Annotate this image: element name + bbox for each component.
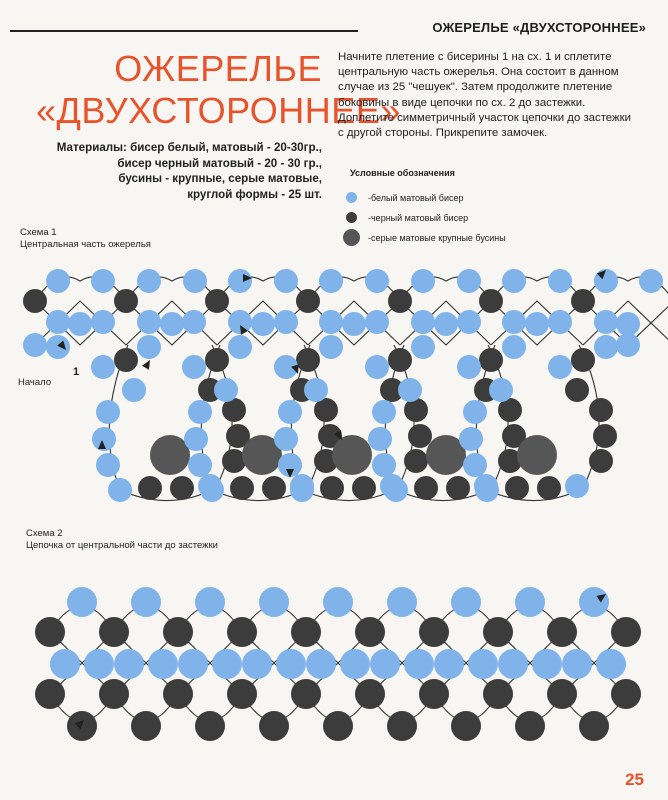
white-bead <box>182 310 206 334</box>
materials-line: Материалы: бисер белый, матовый - 20-30гр., <box>56 141 322 154</box>
arrow-icon <box>142 358 153 370</box>
white-bead <box>188 400 212 424</box>
black-bead <box>355 679 385 709</box>
black-bead <box>352 476 376 500</box>
black-bead <box>547 679 577 709</box>
white-bead <box>475 478 499 502</box>
black-bead <box>163 679 193 709</box>
black-bead <box>483 617 513 647</box>
white-bead <box>319 310 343 334</box>
black-bead <box>388 289 412 313</box>
big-gray-bead <box>517 435 557 475</box>
white-bead <box>411 335 435 359</box>
white-bead <box>214 378 238 402</box>
white-bead <box>434 649 464 679</box>
black-bead <box>611 617 641 647</box>
white-bead <box>368 427 392 451</box>
white-bead <box>457 355 481 379</box>
white-bead <box>579 587 609 617</box>
black-bead <box>205 348 229 372</box>
white-bead <box>91 355 115 379</box>
white-bead <box>200 478 224 502</box>
white-bead <box>228 335 252 359</box>
white-bead <box>131 587 161 617</box>
black-bead <box>565 378 589 402</box>
white-bead <box>84 649 114 679</box>
white-bead <box>411 310 435 334</box>
black-bead <box>163 617 193 647</box>
black-bead <box>593 424 617 448</box>
white-bead <box>502 310 526 334</box>
white-bead <box>411 269 435 293</box>
black-bead <box>537 476 561 500</box>
white-bead <box>195 587 225 617</box>
materials-text <box>20 140 322 202</box>
legend-item-white <box>346 190 606 210</box>
white-bead <box>46 335 70 359</box>
white-bead <box>370 649 400 679</box>
black-bead <box>114 289 138 313</box>
black-bead <box>99 679 129 709</box>
scheme2-label-block <box>26 528 218 552</box>
black-bead <box>579 711 609 741</box>
white-bead <box>184 427 208 451</box>
white-bead <box>404 649 434 679</box>
black-bead <box>35 679 65 709</box>
white-bead <box>384 478 408 502</box>
black-bead <box>170 476 194 500</box>
instructions-line: центральную часть ожерелья. Она состоит в данном <box>338 66 619 79</box>
instructions-text <box>338 50 638 141</box>
white-bead <box>306 649 336 679</box>
white-bead <box>459 427 483 451</box>
white-bead <box>228 269 252 293</box>
white-bead <box>46 269 70 293</box>
page-number: 25 <box>625 770 644 789</box>
black-bead <box>262 476 286 500</box>
white-bead <box>498 649 528 679</box>
black-bead <box>547 617 577 647</box>
black-bead <box>296 289 320 313</box>
black-bead <box>355 617 385 647</box>
instructions-line: Начните плетение с бисерины 1 на сх. 1 и сплетите <box>338 51 612 63</box>
black-bead <box>291 679 321 709</box>
instructions-line: с другой стороны. Прикрепите замочек. <box>338 127 548 140</box>
white-bead <box>137 335 161 359</box>
instructions-line: Доплетите симметричный участок цепочки до застежки <box>338 111 631 124</box>
white-bead <box>372 400 396 424</box>
white-bead <box>594 310 618 334</box>
white-bead <box>594 335 618 359</box>
bead-1-label: 1 <box>73 366 80 378</box>
white-bead <box>434 312 458 336</box>
start-label: Начало <box>18 377 52 388</box>
white-bead <box>398 378 422 402</box>
legend-item-label: -черный матовый бисер <box>368 213 469 223</box>
black-bead <box>23 289 47 313</box>
legend-item-label: -белый матовый бисер <box>368 193 464 203</box>
white-bead <box>50 649 80 679</box>
white-bead <box>548 355 572 379</box>
white-bead <box>114 649 144 679</box>
white-bead <box>68 312 92 336</box>
white-bead <box>372 453 396 477</box>
white-bead <box>188 453 212 477</box>
black-bead <box>114 348 138 372</box>
white-bead <box>212 649 242 679</box>
white-bead <box>451 587 481 617</box>
title-line-2: «ДВУХСТОРОННЕЕ» <box>36 90 401 131</box>
white-bead <box>639 269 663 293</box>
white-bead <box>502 335 526 359</box>
black-bead <box>505 476 529 500</box>
black-bead <box>404 449 428 473</box>
black-bead <box>131 711 161 741</box>
black-bead <box>296 348 320 372</box>
white-bead <box>525 312 549 336</box>
black-bead <box>195 711 225 741</box>
scheme1-diagram <box>0 250 668 510</box>
black-bead <box>387 711 417 741</box>
white-bead <box>274 269 298 293</box>
materials-line: бисер черный матовый - 20 - 30 гр., <box>117 156 322 170</box>
white-bead <box>91 269 115 293</box>
scheme1-caption: Центральная часть ожерелья <box>20 239 151 250</box>
white-bead <box>96 400 120 424</box>
white-bead <box>365 269 389 293</box>
scheme2-caption: Цепочка от центральной части до застежки <box>26 540 218 551</box>
white-bead <box>457 269 481 293</box>
black-bead <box>451 711 481 741</box>
white-bead <box>178 649 208 679</box>
white-bead <box>276 649 306 679</box>
white-bead <box>290 478 314 502</box>
white-bead <box>137 310 161 334</box>
white-bead <box>278 400 302 424</box>
white-bead <box>502 269 526 293</box>
black-bead <box>611 679 641 709</box>
white-bead <box>463 400 487 424</box>
black-bead <box>67 711 97 741</box>
black-bead <box>571 348 595 372</box>
white-bead <box>183 269 207 293</box>
white-bead <box>596 649 626 679</box>
white-bead <box>160 312 184 336</box>
black-bead <box>230 476 254 500</box>
black-bead <box>35 617 65 647</box>
materials-line: круглой формы - 25 шт. <box>187 187 322 201</box>
white-bead <box>616 312 640 336</box>
white-bead <box>548 310 572 334</box>
white-bead <box>340 649 370 679</box>
black-bead <box>323 711 353 741</box>
big-gray-bead <box>150 435 190 475</box>
instructions-line: боковины в виде цепочки по сх. 2 до застежки. <box>338 96 586 109</box>
running-head <box>0 18 668 38</box>
black-bead-swatch <box>346 212 357 223</box>
black-bead <box>419 617 449 647</box>
black-bead <box>515 711 545 741</box>
black-bead <box>291 617 321 647</box>
white-bead <box>365 355 389 379</box>
running-head-text: ОЖЕРЕЛЬЕ «ДВУХСТОРОННЕЕ» <box>432 20 646 35</box>
black-bead <box>138 476 162 500</box>
white-bead <box>532 649 562 679</box>
white-bead <box>594 269 618 293</box>
black-bead <box>320 476 344 500</box>
black-bead <box>205 289 229 313</box>
page-title <box>36 48 401 132</box>
white-bead-swatch <box>346 192 357 203</box>
white-bead <box>137 269 161 293</box>
legend-item-label: -серые матовые крупные бусины <box>368 233 506 243</box>
black-bead <box>99 617 129 647</box>
white-bead <box>463 453 487 477</box>
white-bead <box>67 587 97 617</box>
white-bead <box>323 587 353 617</box>
legend-item-black <box>346 210 606 230</box>
white-bead <box>274 310 298 334</box>
white-bead <box>259 587 289 617</box>
white-bead <box>515 587 545 617</box>
running-head-rule <box>10 30 358 32</box>
white-bead <box>565 474 589 498</box>
white-bead <box>562 649 592 679</box>
scheme1-label-block <box>20 227 151 251</box>
scheme2-diagram <box>0 560 668 780</box>
legend <box>346 168 606 250</box>
white-bead <box>242 649 272 679</box>
black-bead <box>408 424 432 448</box>
black-bead <box>259 711 289 741</box>
big-gray-bead <box>332 435 372 475</box>
white-bead <box>274 427 298 451</box>
white-bead <box>616 333 640 357</box>
scheme1-label: Схема 1 <box>20 227 57 238</box>
white-bead <box>319 335 343 359</box>
black-bead <box>571 289 595 313</box>
white-bead <box>148 649 178 679</box>
white-bead <box>96 453 120 477</box>
black-bead <box>589 398 613 422</box>
black-bead <box>388 348 412 372</box>
white-bead <box>46 310 70 334</box>
black-bead <box>479 289 503 313</box>
black-bead <box>589 449 613 473</box>
materials-line: бусины - крупные, серые матовые, <box>118 172 322 185</box>
white-bead <box>304 378 328 402</box>
large-bead-swatch <box>343 229 360 246</box>
white-bead <box>23 333 47 357</box>
white-bead <box>91 310 115 334</box>
black-bead <box>414 476 438 500</box>
white-bead <box>489 378 513 402</box>
title-line-1: ОЖЕРЕЛЬЕ <box>114 48 322 89</box>
white-bead <box>365 310 389 334</box>
white-bead <box>548 269 572 293</box>
black-bead <box>483 679 513 709</box>
white-bead <box>251 312 275 336</box>
black-bead <box>446 476 470 500</box>
legend-title: Условные обозначения <box>350 168 455 178</box>
scheme2-label: Схема 2 <box>26 528 63 539</box>
white-bead <box>182 355 206 379</box>
black-bead <box>227 617 257 647</box>
white-bead <box>122 378 146 402</box>
white-bead <box>387 587 417 617</box>
white-bead <box>457 310 481 334</box>
white-bead <box>108 478 132 502</box>
black-bead <box>479 348 503 372</box>
instructions-line: случае из 25 "чешуек". Затем продолжите плетение <box>338 81 613 94</box>
black-bead <box>227 679 257 709</box>
white-bead <box>342 312 366 336</box>
white-bead <box>468 649 498 679</box>
white-bead <box>319 269 343 293</box>
white-bead <box>228 310 252 334</box>
legend-item-large <box>346 230 606 250</box>
black-bead <box>419 679 449 709</box>
